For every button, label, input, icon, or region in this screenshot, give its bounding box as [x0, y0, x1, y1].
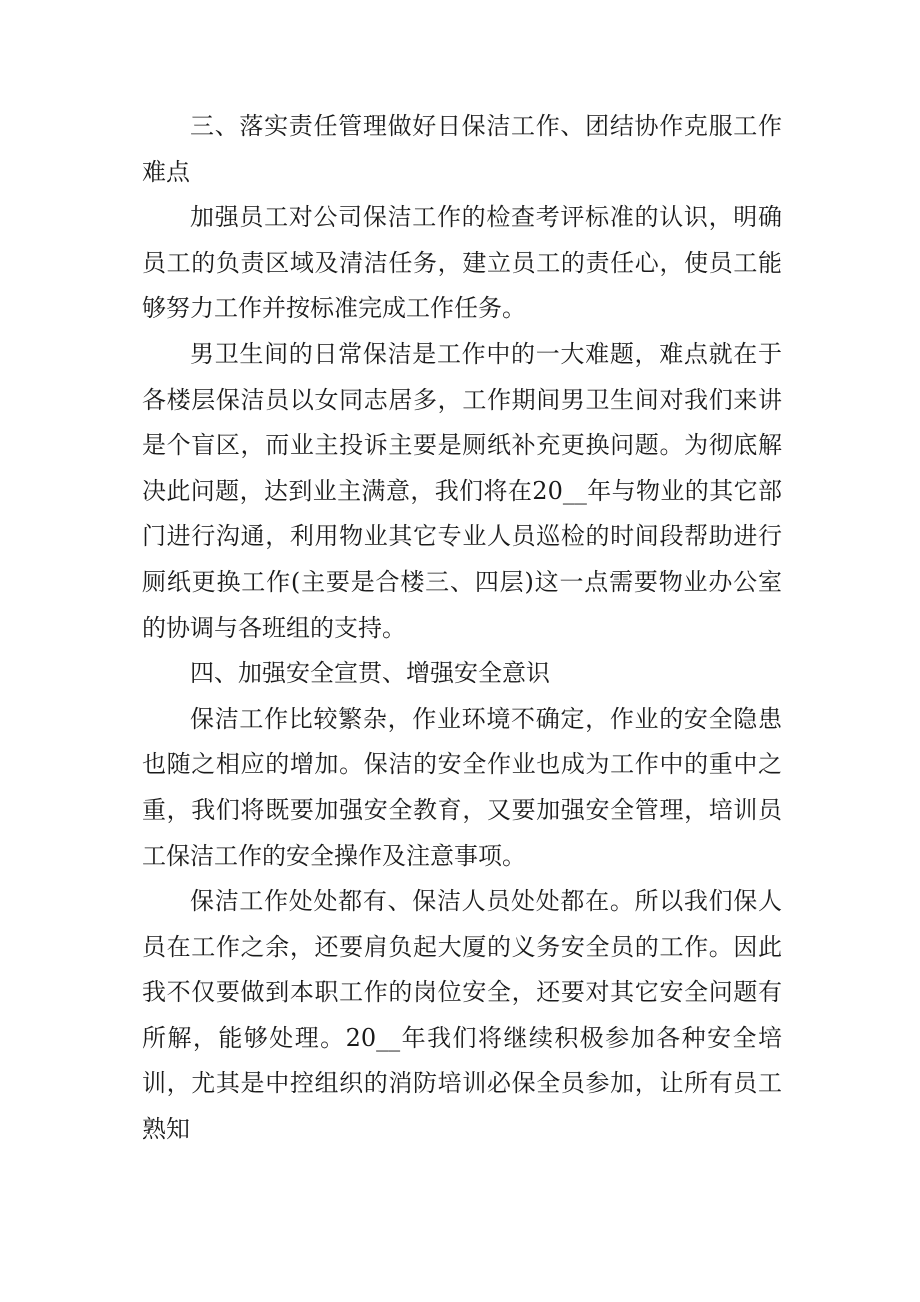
document-body	[142, 104, 782, 1153]
body-paragraph: 男卫生间的日常保洁是工作中的一大难题，难点就在于各楼层保洁员以女同志居多，工作期间男卫生间对我们来讲是个盲区，而业主投诉主要是厕纸补充更换问题。为彻底解决此问题，达到业主满意，我们将在20__年与物业的其它部门进行沟通，利用物业其它专业人员巡检的时间段帮助进行厕纸更换工作(主要是合楼三、四层)这一点需要物业办公室的协调与各班组的支持。	[142, 339, 782, 642]
section-heading-4: 四、加强安全宣贯、增强安全意识	[190, 659, 550, 688]
body-paragraph: 加强员工对公司保洁工作的检查考评标准的认识，明确员工的负责区域及清洁任务，建立员工的责任心，使员工能够努力工作并按标准完成工作任务。	[142, 203, 782, 323]
body-paragraph: 保洁工作处处都有、保洁人员处处都在。所以我们保人员在工作之余，还要肩负起大厦的义务安全员的工作。因此我不仅要做到本职工作的岗位安全，还要对其它安全问题有所解，能够处理。20__年我们将继续积极参加各种安全培训，尤其是中控组织的消防培训必保全员参加，让所有员工熟知	[142, 887, 782, 1144]
body-paragraph: 保洁工作比较繁杂，作业环境不确定，作业的安全隐患也随之相应的增加。保洁的安全作业也成为工作中的重中之重，我们将既要加强安全教育，又要加强安全管理，培训员工保洁工作的安全操作及注意事项。	[142, 704, 782, 870]
section-heading-3: 三、落实责任管理做好日保洁工作、团结协作克服工作难点	[142, 112, 782, 186]
